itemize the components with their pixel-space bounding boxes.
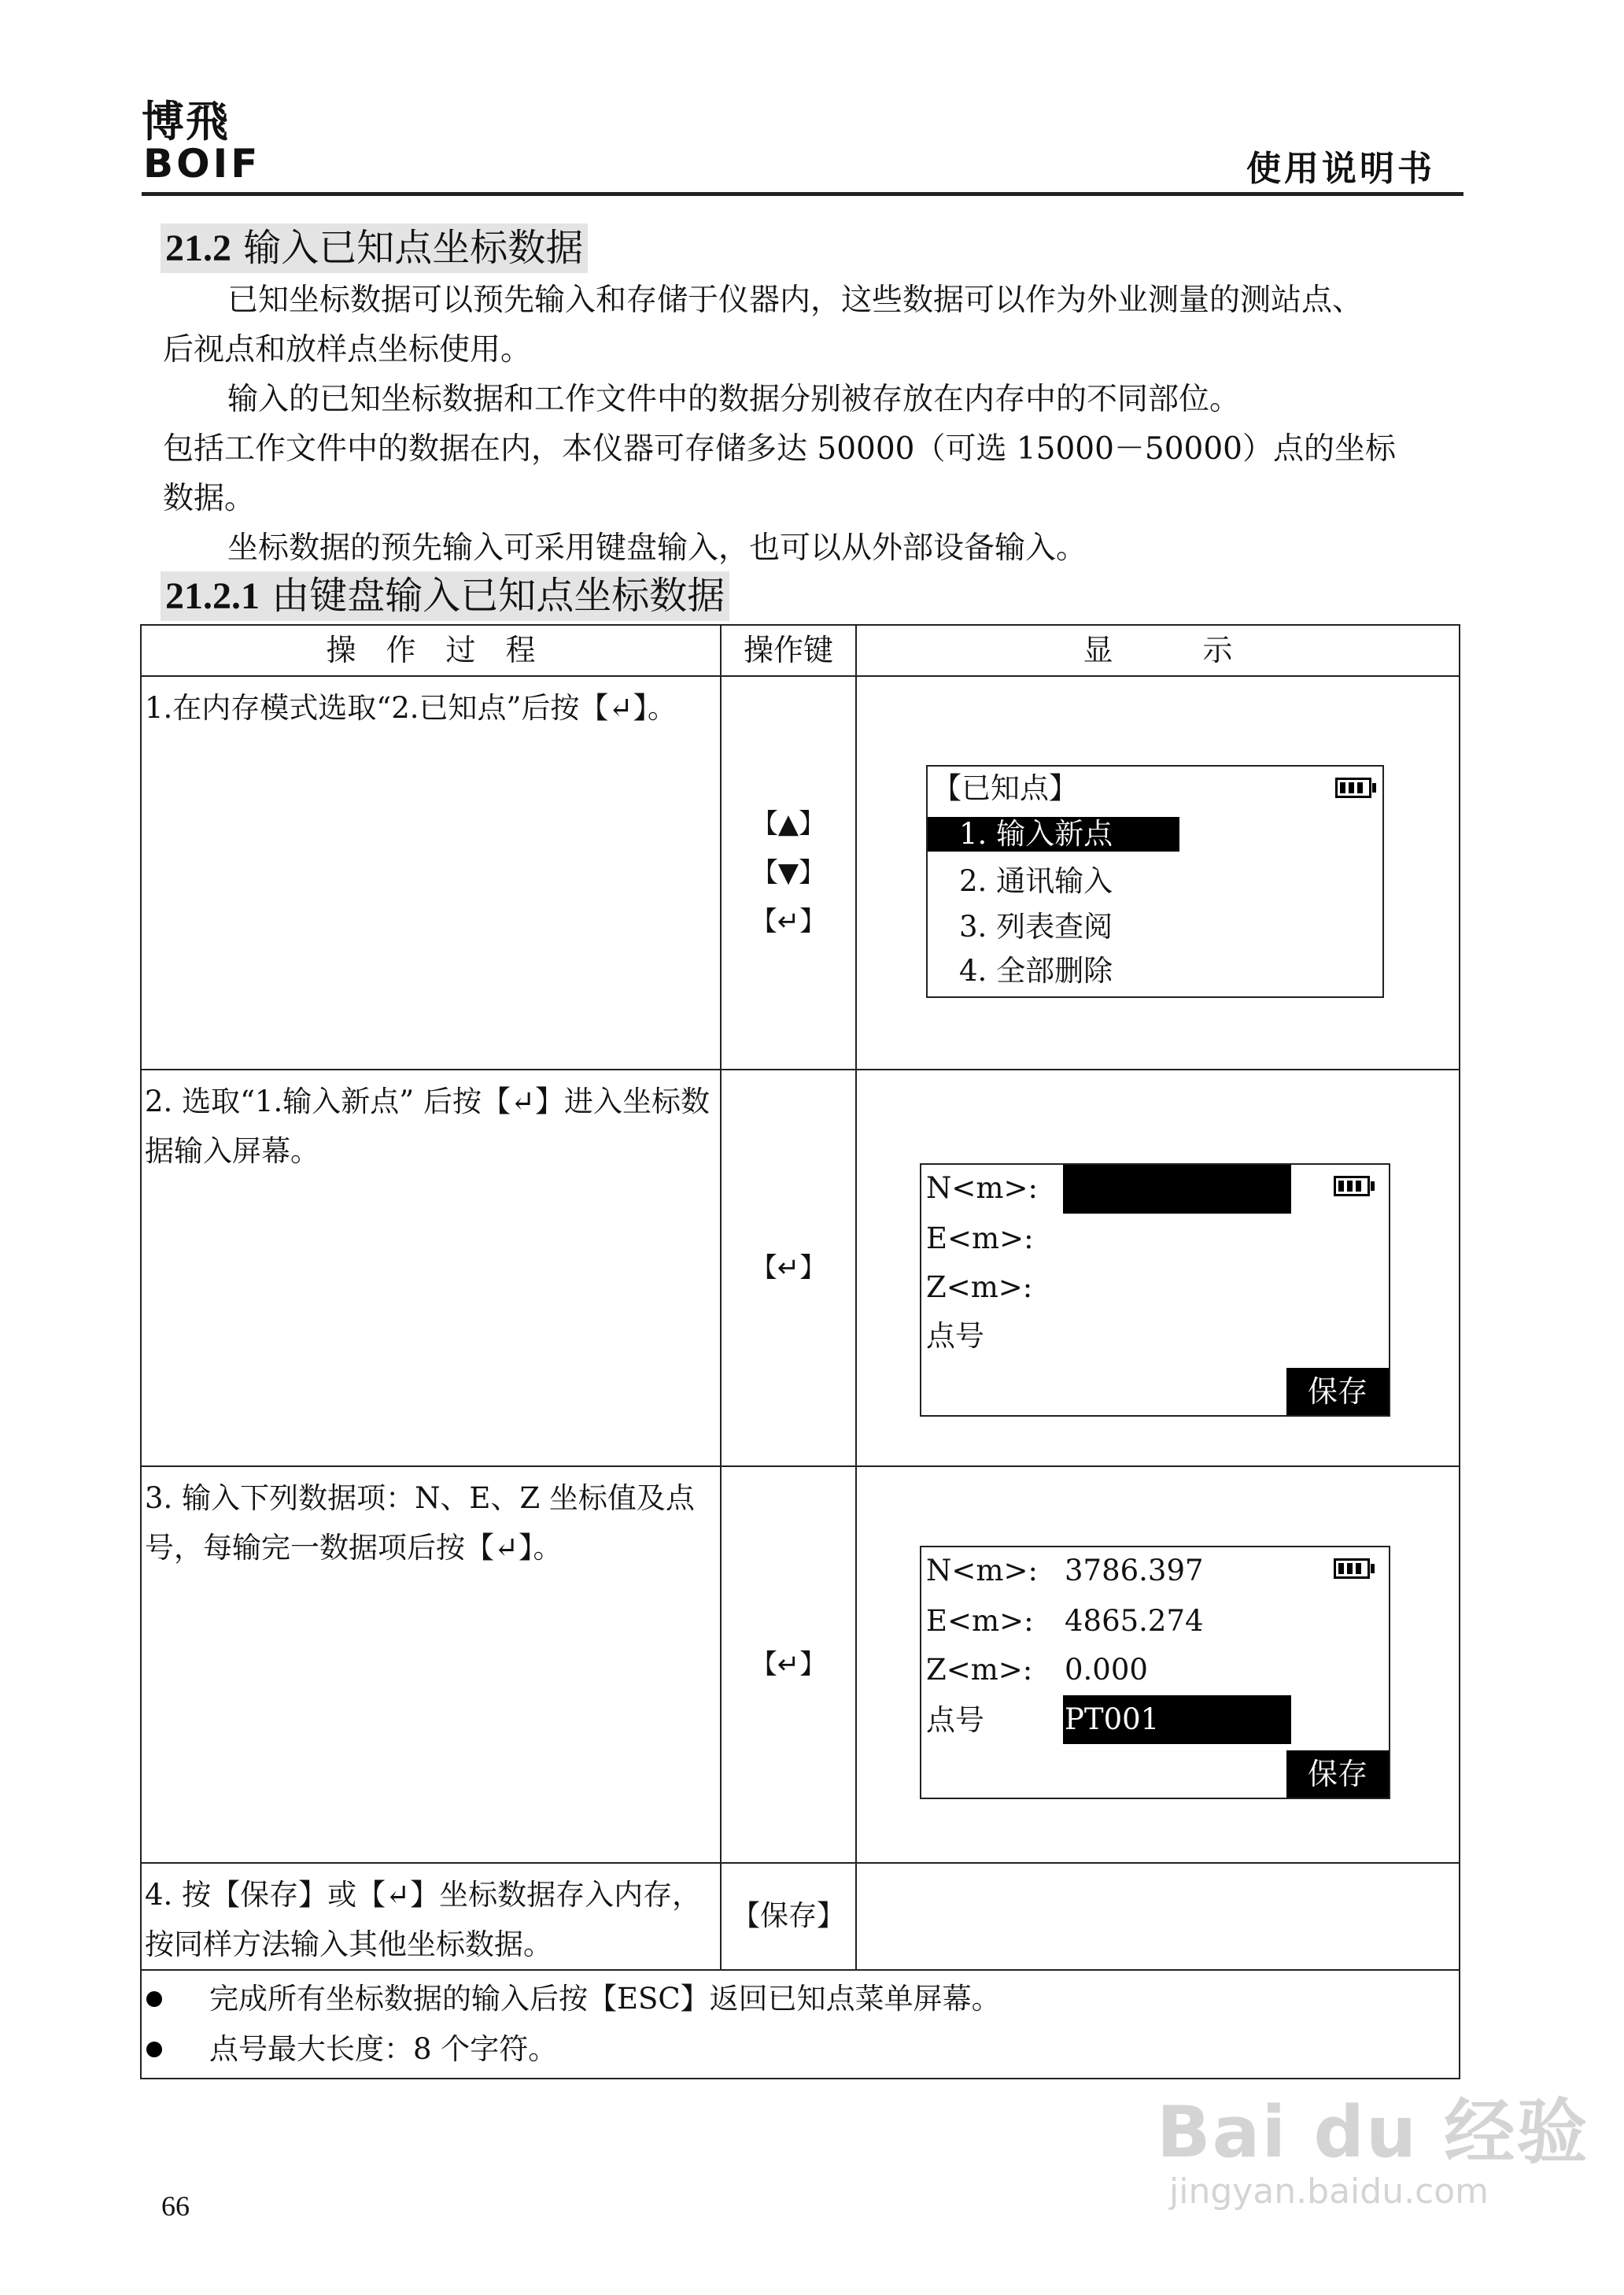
header-title: 使用说明书	[1246, 149, 1435, 189]
save-button[interactable]: 保存	[1286, 1750, 1389, 1798]
keys-step-1	[721, 676, 856, 1070]
paragraph-3: 坐标数据的预先输入可采用键盘输入，也可以从外部设备输入。	[227, 530, 1087, 566]
process-step-4	[141, 1863, 721, 1970]
subsection-number: 21.2.1	[165, 575, 260, 617]
procedure-table	[140, 624, 1460, 2079]
keys-step-2	[721, 1070, 856, 1466]
enter-key-icon: ↵	[777, 906, 800, 937]
process-step-2	[141, 1070, 721, 1466]
label-e: E<m>:	[926, 1604, 1034, 1638]
step-1-text-a: 1.在内存模式选取“2.已知点”后按【	[145, 691, 609, 725]
label-e: E<m>:	[926, 1221, 1034, 1255]
subsection-heading	[161, 571, 729, 621]
enter-key-icon: ↵	[777, 1649, 800, 1680]
table-row	[141, 1070, 1460, 1466]
watermark-logo: Bai du 经验	[1157, 2091, 1589, 2174]
display-step-3	[856, 1466, 1460, 1863]
brand-logo-text: BOIF	[143, 143, 261, 181]
enter-key[interactable]: 【↵】	[750, 1252, 827, 1284]
header-process: 操 作 过 程	[141, 625, 721, 676]
watermark-url: jingyan.baidu.com	[1169, 2171, 1489, 2212]
value-e: 4865.274	[1065, 1604, 1204, 1638]
enter-key-icon: ↵	[510, 1085, 535, 1118]
save-key[interactable]: 【保存】	[731, 1900, 845, 1932]
header-display: 显 示	[856, 625, 1460, 676]
paragraph-2-line-2: 包括工作文件中的数据在内，本仪器可存储多达 50000（可选 15000－50000）点的坐标	[163, 431, 1396, 467]
enter-key-icon: ↵	[777, 1252, 800, 1284]
step-4-text-a: 4. 按【保存】或【	[145, 1878, 386, 1912]
display-step-4	[856, 1863, 1460, 1970]
battery-icon	[1334, 1176, 1370, 1196]
enter-key[interactable]: 【↵】	[750, 1649, 827, 1680]
section-heading	[161, 224, 588, 273]
paragraph-1-line-2: 后视点和放样点坐标使用。	[163, 332, 532, 368]
notes-row	[141, 1970, 1460, 2079]
down-arrow-icon: ▼	[777, 857, 799, 889]
notes-cell	[141, 1970, 1460, 2079]
paragraph-2-line-1: 输入的已知坐标数据和工作文件中的数据分别被存放在内存中的不同部位。	[227, 382, 1241, 417]
subsection-title: 由键盘输入已知点坐标数据	[271, 574, 725, 618]
note-point-id-length: 点号最大长度：8 个字符。	[142, 2024, 1459, 2075]
label-n: N<m>:	[926, 1554, 1038, 1587]
paragraph-1-line-1: 已知坐标数据可以预先输入和存储于仪器内，这些数据可以作为外业测量的测站点、	[227, 283, 1364, 318]
section-number: 21.2	[165, 227, 231, 269]
up-key[interactable]: 【▲】	[751, 808, 826, 840]
value-n: 3786.397	[1065, 1554, 1204, 1587]
menu-item-input-new-point[interactable]: 1. 输入新点	[928, 817, 1179, 852]
step-2-text-b: 】进入坐标数据输入屏幕。	[145, 1085, 710, 1168]
keys-step-3	[721, 1466, 856, 1863]
battery-icon	[1334, 1558, 1370, 1579]
keys-step-4	[721, 1863, 856, 1970]
paragraph-2-line-3: 数据。	[163, 481, 256, 516]
step-2-text-a: 2. 选取“1.输入新点” 后按【	[145, 1085, 511, 1118]
down-key[interactable]: 【▼】	[751, 857, 826, 889]
menu-item-comm-input[interactable]: 2. 通讯输入	[959, 864, 1113, 898]
table-header-row	[141, 625, 1460, 676]
step-3-text-a: 3. 输入下列数据项：N、E、Z 坐标值及点号，每输完一数据项后按【	[145, 1481, 695, 1565]
enter-key-icon: ↵	[386, 1878, 411, 1912]
coordinate-input-screen-empty	[920, 1163, 1390, 1417]
label-z: Z<m>:	[926, 1270, 1033, 1304]
process-step-3	[141, 1466, 721, 1863]
step-3-text-b: 】。	[519, 1531, 563, 1565]
point-id-input[interactable]: PT001	[1063, 1695, 1291, 1744]
enter-key-icon: ↵	[494, 1531, 519, 1565]
header-keys: 操作键	[721, 625, 856, 676]
table-row	[141, 676, 1460, 1070]
save-button[interactable]: 保存	[1286, 1368, 1389, 1415]
label-point-id: 点号	[926, 1319, 984, 1353]
table-row	[141, 1863, 1460, 1970]
display-step-1	[856, 676, 1460, 1070]
n-input-cursor[interactable]	[1063, 1165, 1291, 1214]
enter-key[interactable]: 【↵】	[750, 906, 827, 937]
up-arrow-icon: ▲	[777, 808, 799, 840]
header-divider	[142, 192, 1463, 196]
baidu-jingyan-watermark	[1157, 2091, 1589, 2212]
step-1-text-b: 】。	[633, 691, 677, 725]
page-number: 66	[161, 2190, 190, 2222]
label-point-id: 点号	[926, 1703, 984, 1737]
enter-key-icon: ↵	[608, 691, 633, 725]
menu-item-list-view[interactable]: 3. 列表查阅	[959, 910, 1113, 944]
value-z: 0.000	[1065, 1653, 1148, 1687]
step-4-text-b: 】坐标数据存入内存，按同样方法输入其他坐标数据。	[145, 1878, 702, 1961]
battery-icon	[1335, 778, 1371, 798]
label-n: N<m>:	[926, 1171, 1038, 1205]
display-step-2	[856, 1070, 1460, 1466]
process-step-1	[141, 676, 721, 1070]
brand-logo-chinese: 博飛	[142, 97, 230, 146]
table-row	[141, 1466, 1460, 1863]
note-esc-return: 完成所有坐标数据的输入后按【ESC】返回已知点菜单屏幕。	[142, 1974, 1459, 2024]
screen-title: 【已知点】	[932, 771, 1078, 805]
known-point-menu-screen	[926, 765, 1384, 998]
menu-item-delete-all[interactable]: 4. 全部删除	[959, 954, 1113, 988]
label-z: Z<m>:	[926, 1653, 1033, 1687]
section-title: 输入已知点坐标数据	[243, 226, 584, 270]
coordinate-input-screen-filled	[920, 1546, 1390, 1799]
brand-logo-boif	[143, 143, 316, 181]
